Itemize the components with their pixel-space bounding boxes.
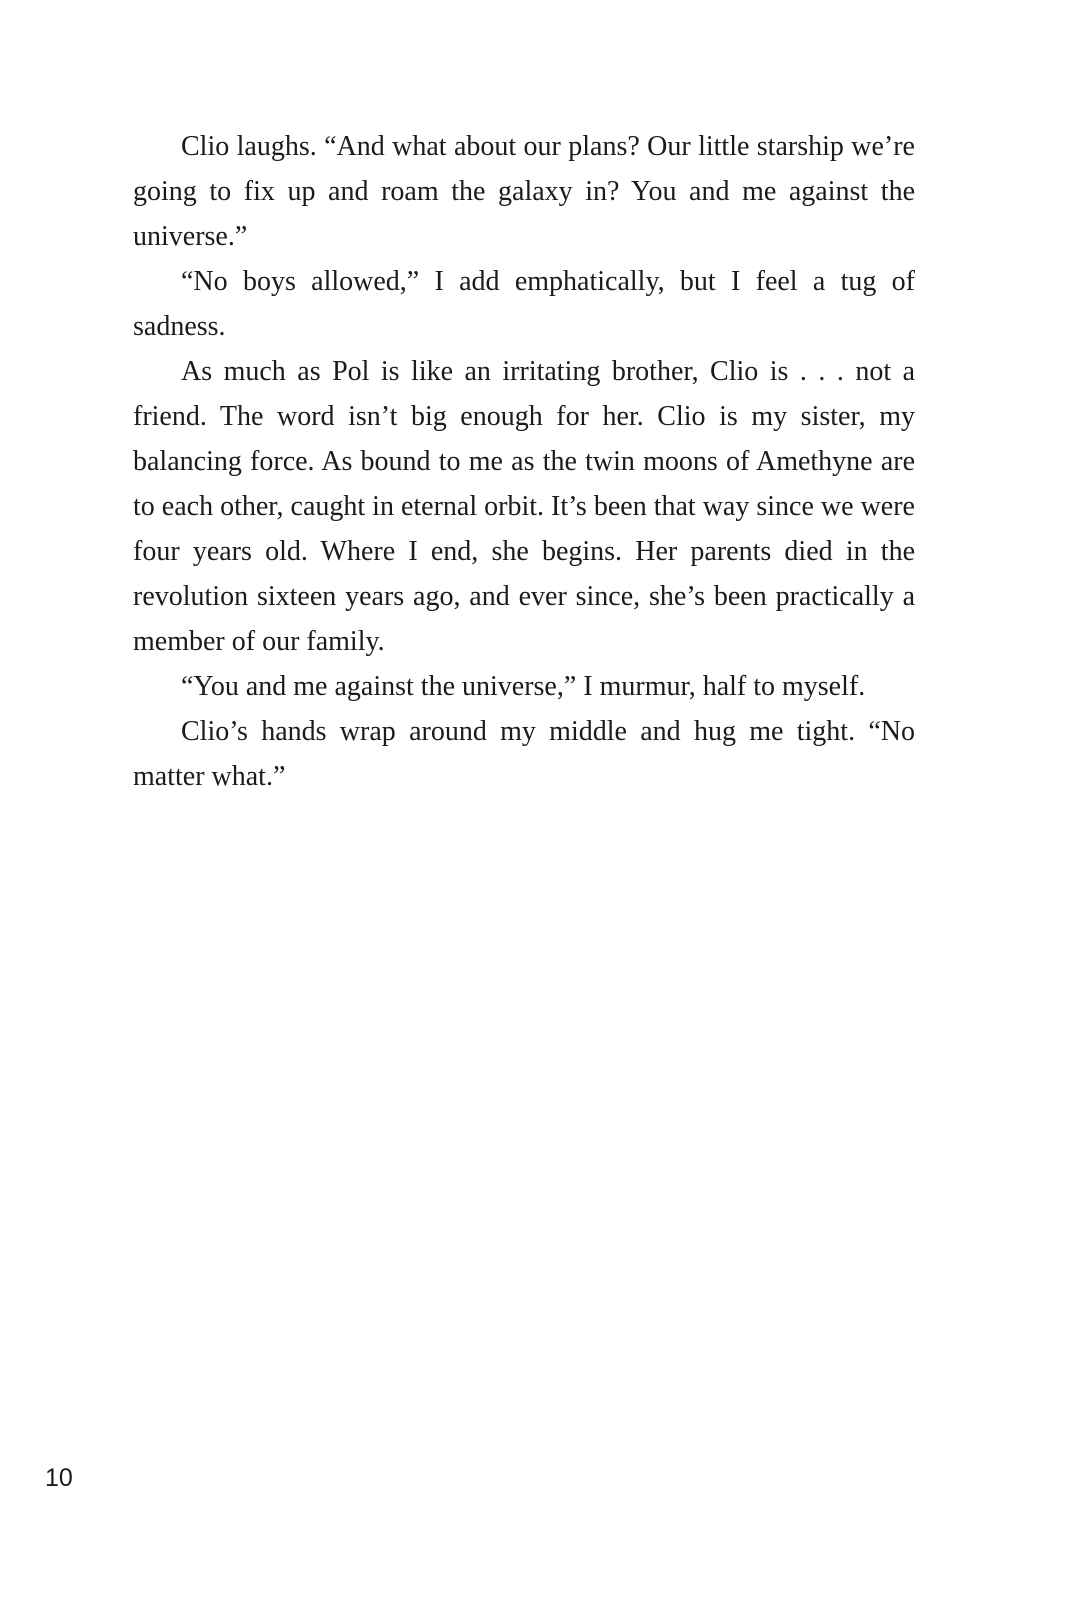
- paragraph-clio-laughs: Clio laughs. “And what about our plans? Our little starship we’re going to fix up and roam the galaxy in? You and me against the universe.”: [133, 131, 915, 252]
- paragraph-clio-is-sister: As much as Pol is like an irritating brother, Clio is . . . not a friend. The word isn’t big enough for her. Clio is my sister, my balancing force. As bound to me as the twin moons of Amethyne are to each other, caught in eternal orbit. It’s been that way since we were four years old. Where I end, she begins. Her parents died in the revolution sixteen years ago, and ever since, she’s been practically a member of our family.: [133, 356, 915, 657]
- body-text: [133, 124, 915, 799]
- paragraph-no-matter-what: Clio’s hands wrap around my middle and hug me tight. “No matter what.”: [133, 716, 915, 792]
- page-number: 10: [45, 1464, 73, 1492]
- paragraph-no-boys-allowed: “No boys allowed,” I add emphatically, but I feel a tug of sadness.: [133, 266, 915, 342]
- paragraph-you-and-me: “You and me against the universe,” I murmur, half to myself.: [181, 671, 866, 702]
